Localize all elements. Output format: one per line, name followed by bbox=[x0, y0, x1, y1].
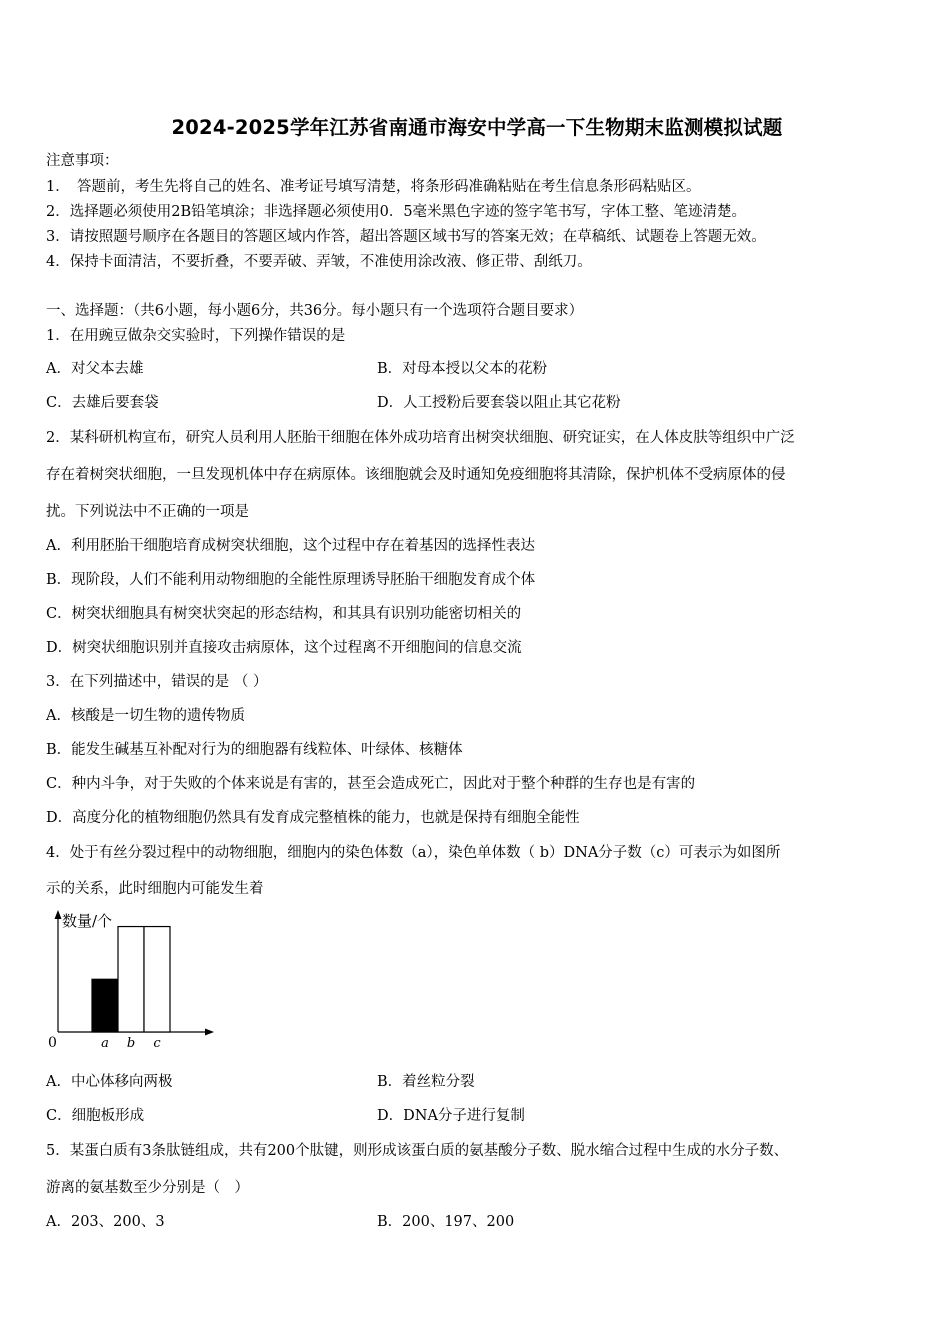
chart-bars bbox=[92, 927, 170, 1051]
q5-option-b: B．200、197、200 bbox=[377, 1214, 515, 1230]
chart-bar-c bbox=[144, 927, 170, 1032]
q2-stem-line-3: 扰。下列说法中不正确的一项是 bbox=[46, 504, 249, 520]
chart-tick-label-b: b bbox=[126, 1036, 136, 1051]
q2-option-a: A．利用胚胎干细胞培育成树突状细胞，这个过程中存在着基因的选择性表达 bbox=[46, 538, 535, 554]
chart-x-axis-arrow bbox=[205, 1029, 214, 1036]
q1-stem: 1．在用豌豆做杂交实验时，下列操作错误的是 bbox=[46, 328, 346, 344]
chart-origin-label: 0 bbox=[48, 1035, 57, 1051]
q3-option-d: D．高度分化的植物细胞仍然具有发育成完整植株的能力，也就是保持有细胞全能性 bbox=[46, 810, 580, 826]
q2-stem-line-1: 2．某科研机构宣布，研究人员利用人胚胎干细胞在体外成功培育出树突状细胞、研究证实，在人体皮肤等组织中广泛 bbox=[46, 430, 795, 446]
q4-option-a: A．中心体移向两极 bbox=[46, 1074, 173, 1090]
q3-option-a: A．核酸是一切生物的遗传物质 bbox=[46, 708, 245, 724]
notice-item-3: 3．请按照题号顺序在各题目的答题区域内作答，超出答题区域书写的答案无效；在草稿纸、试题卷上答题无效。 bbox=[46, 229, 766, 245]
notice-item-2: 2．选择题必须使用2B铅笔填涂；非选择题必须使用0．5毫米黑色字迹的签字笔书写，字体工整、笔迹清楚。 bbox=[46, 204, 747, 220]
notice-item-1: 1． 答题前，考生先将自己的姓名、准考证号填写清楚，将条形码准确粘贴在考生信息条形码粘贴区。 bbox=[46, 179, 701, 195]
q1-option-d: D．人工授粉后要套袋以阻止其它花粉 bbox=[377, 395, 621, 411]
q2-stem-line-2: 存在着树突状细胞，一旦发现机体中存在病原体。该细胞就会及时通知免疫细胞将其清除，保护机体不受病原体的侵 bbox=[46, 467, 786, 483]
chart-y-axis-arrow bbox=[55, 910, 62, 919]
section-heading: 一、选择题：（共6小题，每小题6分，共36分。每小题只有一个选项符合题目要求） bbox=[46, 303, 584, 319]
chart-tick-label-a: a bbox=[101, 1036, 109, 1051]
page-title: 2024-2025学年江苏省南通市海安中学高一下生物期末监测模拟试题 bbox=[171, 116, 783, 139]
q3-option-c: C．种内斗争，对于失败的个体来说是有害的，甚至会造成死亡，因此对于整个种群的生存也是有害的 bbox=[46, 776, 696, 792]
q1-option-b: B．对母本授以父本的花粉 bbox=[377, 361, 548, 377]
q5-option-a: A．203、200、3 bbox=[46, 1214, 165, 1230]
q4-option-d: D．DNA分子进行复制 bbox=[377, 1108, 525, 1124]
q5-stem-line-2: 游离的氨基数至少分别是（ ） bbox=[46, 1180, 249, 1196]
notice-heading: 注意事项： bbox=[46, 153, 119, 169]
chart-tick-label-c: c bbox=[153, 1036, 161, 1051]
q1-option-a: A．对父本去雄 bbox=[46, 361, 144, 377]
chart-bar-b bbox=[118, 927, 144, 1032]
q2-option-d: D．树突状细胞识别并直接攻击病原体，这个过程离不开细胞间的信息交流 bbox=[46, 640, 522, 656]
q2-option-b: B．现阶段，人们不能利用动物细胞的全能性原理诱导胚胎干细胞发育成个体 bbox=[46, 572, 536, 588]
q4-stem-line-1: 4．处于有丝分裂过程中的动物细胞，细胞内的染色体数（a），染色单体数（ b）DNA分子数（c）可表示为如图所 bbox=[46, 845, 781, 861]
notice-item-4: 4．保持卡面清洁，不要折叠，不要弄破、弄皱，不准使用涂改液、修正带、刮纸刀。 bbox=[46, 254, 592, 270]
chart-bar-a bbox=[92, 979, 118, 1032]
chart-y-axis-label: 数量/个 bbox=[62, 912, 113, 930]
q5-stem-line-1: 5．某蛋白质有3条肽链组成，共有200个肽键，则形成该蛋白质的氨基酸分子数、脱水缩合过程中生成的水分子数、 bbox=[46, 1143, 789, 1159]
q4-option-c: C．细胞板形成 bbox=[46, 1108, 145, 1124]
q2-option-c: C．树突状细胞具有树突状突起的形态结构，和其具有识别功能密切相关的 bbox=[46, 606, 522, 622]
q4-stem-line-2: 示的关系，此时细胞内可能发生着 bbox=[46, 881, 264, 897]
q1-option-c: C．去雄后要套袋 bbox=[46, 395, 159, 411]
q4-option-b: B．着丝粒分裂 bbox=[377, 1074, 475, 1090]
q3-option-b: B．能发生碱基互补配对行为的细胞器有线粒体、叶绿体、核糖体 bbox=[46, 742, 463, 758]
q3-stem: 3．在下列描述中，错误的是 （ ） bbox=[46, 674, 268, 690]
q4-bar-chart bbox=[46, 906, 221, 1054]
